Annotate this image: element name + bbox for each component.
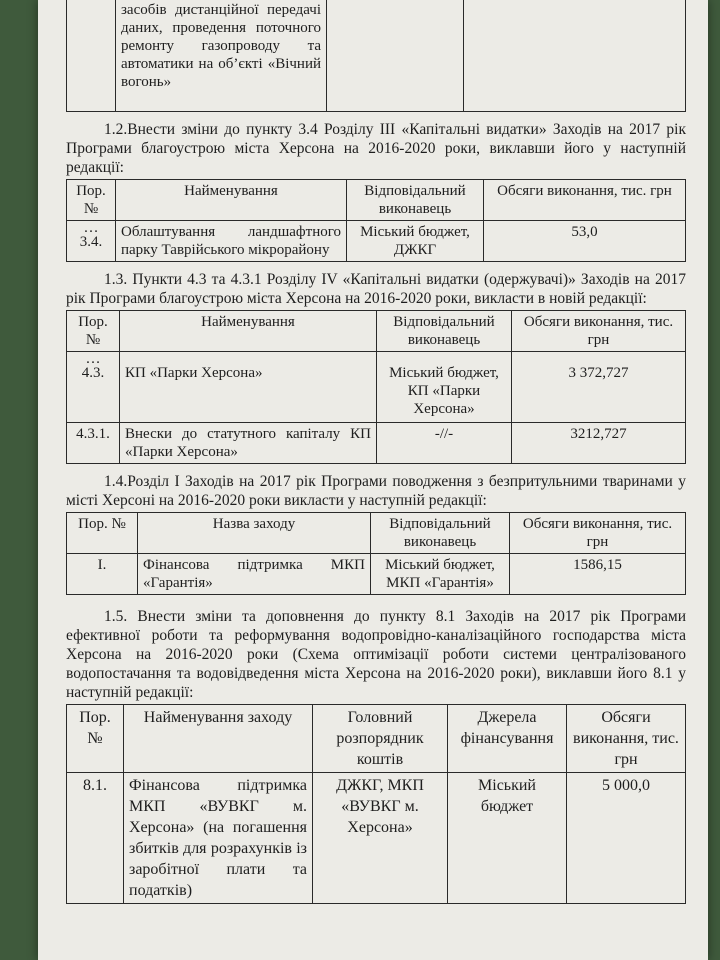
row-num-text: 3.4.: [79, 234, 103, 250]
row-num: [67, 352, 120, 423]
table-1-4: [66, 512, 686, 595]
row-name: КП «Парки Херсона»: [120, 352, 377, 423]
header-exec: Відповідальний виконавець: [347, 180, 484, 221]
row-name: Облаштування ландшафтного парку Таврійського мікрорайону: [116, 221, 347, 262]
header-amount: Обсяги виконання, тис. грн: [512, 311, 686, 352]
row-source: Міський бюджет: [448, 773, 567, 904]
table-header-row: [67, 513, 686, 554]
row-amount: 53,0: [484, 221, 686, 262]
header-name: Найменування: [120, 311, 377, 352]
row-exec: Міський бюджет, ДЖКГ: [347, 221, 484, 262]
row-name: Фінансова підтримка МКП «ВУВКГ м. Херсона» (на погашення збитків для розрахунків із заробітної плати та податків): [124, 773, 313, 904]
header-amount: Обсяги виконання, тис. грн: [510, 513, 686, 554]
table-1-3: [66, 310, 686, 464]
table-header-row: [67, 180, 686, 221]
row-num: 4.3.1.: [67, 423, 120, 464]
row-amount: 3 372,727: [512, 352, 686, 423]
document-body: [66, 0, 686, 904]
row-exec: -//-: [377, 423, 512, 464]
table-cell-name: засобів дистанційної передачі даних, проведення поточного ремонту газопроводу та автоматики на об’єкті «Вічний вогонь»: [116, 0, 327, 112]
header-num: Пор. №: [67, 705, 124, 773]
row-name: Фінансова підтримка МКП «Гарантія»: [138, 554, 371, 595]
paragraph-1-4: 1.4.Розділ I Заходів на 2017 рік Програми поводження з безпритульними тваринами у місті Херсоні на 2016-2020 роки викласти у наступній редакції:: [66, 473, 686, 509]
table-row: [67, 773, 686, 904]
header-num: Пор. №: [67, 180, 116, 221]
header-name: Назва заходу: [138, 513, 371, 554]
row-amount: 3212,727: [512, 423, 686, 464]
table-continued: [66, 0, 686, 112]
paragraph-1-2: 1.2.Внести зміни до пункту 3.4 Розділу III «Капітальні видатки» Заходів на 2017 рік Програми благоустрою міста Херсона на 2016-2020 роки, виклавши його у наступній редакції:: [66, 121, 686, 176]
row-exec: ДЖКГ, МКП «ВУВКГ м. Херсона»: [313, 773, 448, 904]
row-num: [67, 221, 116, 262]
header-name: Найменування: [116, 180, 347, 221]
ellipsis: …: [83, 220, 99, 236]
row-amount: 5 000,0: [567, 773, 686, 904]
document-page: [38, 0, 708, 960]
table-row: [67, 0, 686, 112]
table-row: [67, 423, 686, 464]
row-exec: Міський бюджет, МКП «Гарантія»: [371, 554, 510, 595]
row-num: I.: [67, 554, 138, 595]
row-amount: 1586,15: [510, 554, 686, 595]
table-cell-num: [67, 0, 116, 112]
header-amount: Обсяги виконання, тис. грн: [484, 180, 686, 221]
header-name: Найменування заходу: [124, 705, 313, 773]
header-source: Джерела фінансування: [448, 705, 567, 773]
table-cell-amount: [464, 0, 686, 112]
table-row: [67, 554, 686, 595]
paragraph-1-3: 1.3. Пункти 4.3 та 4.3.1 Розділу IV «Капітальні видатки (одержувачі)» Заходів на 2017 рік Програми благоустрою міста Херсона на 2016-2020 роки, викласти в новій редакції:: [66, 271, 686, 307]
header-exec: Відповідальний виконавець: [371, 513, 510, 554]
header-num: Пор. №: [67, 311, 120, 352]
ellipsis: …: [85, 351, 101, 367]
paragraph-1-5: 1.5. Внести зміни та доповнення до пункту 8.1 Заходів на 2017 рік Програми ефективної роботи та реформування водопровідно-каналізаційного господарства міста Херсона на 2016-2020 роки (Схема оптимізації роботи системи централізованого водопостачання та водовідведення міста Херсона на 2016-2020 роки), виклавши його 8.1 у наступній редакції:: [66, 608, 686, 701]
header-num: Пор. №: [67, 513, 138, 554]
row-exec: Міський бюджет, КП «Парки Херсона»: [377, 352, 512, 423]
header-exec: Відповідальний виконавець: [377, 311, 512, 352]
table-header-row: [67, 311, 686, 352]
row-num: 8.1.: [67, 773, 124, 904]
row-num-text: 4.3.: [81, 365, 105, 381]
table-row: [67, 352, 686, 423]
row-name: Внески до статутного капіталу КП «Парки Херсона»: [120, 423, 377, 464]
table-row: [67, 221, 686, 262]
header-amount: Обсяги виконання, тис. грн: [567, 705, 686, 773]
table-cell-exec: [327, 0, 464, 112]
header-manager: Головний розпорядник коштів: [313, 705, 448, 773]
table-1-5: [66, 704, 686, 904]
table-header-row: [67, 705, 686, 773]
table-1-2: [66, 179, 686, 262]
